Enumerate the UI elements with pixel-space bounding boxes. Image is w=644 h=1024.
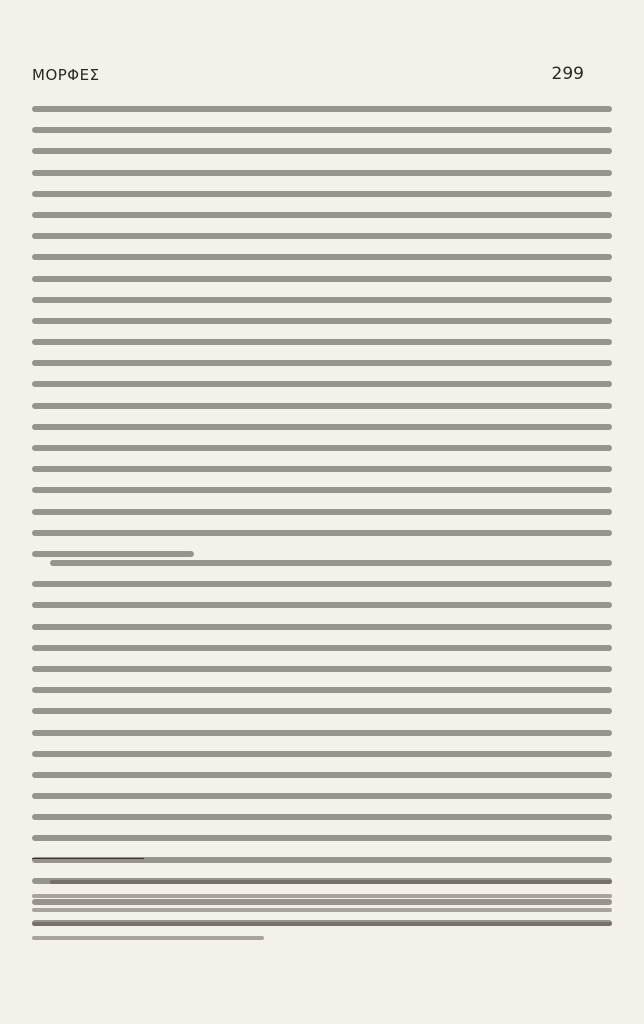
text-line [32, 708, 612, 714]
text-line [32, 530, 612, 536]
text-line [32, 793, 612, 799]
text-line [32, 936, 264, 940]
text-line [32, 170, 612, 176]
text-line [32, 922, 612, 926]
text-line [32, 509, 612, 515]
text-line [32, 730, 612, 736]
text-line [32, 908, 612, 912]
text-line [32, 127, 612, 133]
text-line [32, 751, 612, 757]
text-line [32, 318, 612, 324]
text-line [32, 212, 612, 218]
footnote-rule [32, 858, 144, 859]
text-line [50, 560, 612, 566]
text-line [32, 424, 612, 430]
text-line [32, 339, 612, 345]
text-line [32, 106, 612, 112]
text-line [32, 381, 612, 387]
running-head: ΜΟΡΦΕΣ [32, 66, 100, 84]
text-line [50, 880, 612, 884]
text-line [32, 445, 612, 451]
text-line [32, 551, 194, 557]
body-paragraph-1 [32, 106, 612, 572]
text-line [32, 297, 612, 303]
text-line [32, 894, 612, 898]
text-line [32, 403, 612, 409]
text-line [32, 666, 612, 672]
text-line [32, 148, 612, 154]
text-line [32, 276, 612, 282]
text-line [32, 602, 612, 608]
text-line [32, 835, 612, 841]
text-line [32, 254, 612, 260]
text-line [32, 360, 612, 366]
text-line [32, 645, 612, 651]
page-number: 299 [551, 64, 584, 84]
text-line [32, 687, 612, 693]
text-line [32, 487, 612, 493]
text-line [32, 581, 612, 587]
text-line [32, 814, 612, 820]
text-line [32, 466, 612, 472]
text-line [32, 772, 612, 778]
text-line [32, 624, 612, 630]
text-line [32, 233, 612, 239]
footnotes [32, 880, 612, 950]
text-line [32, 191, 612, 197]
